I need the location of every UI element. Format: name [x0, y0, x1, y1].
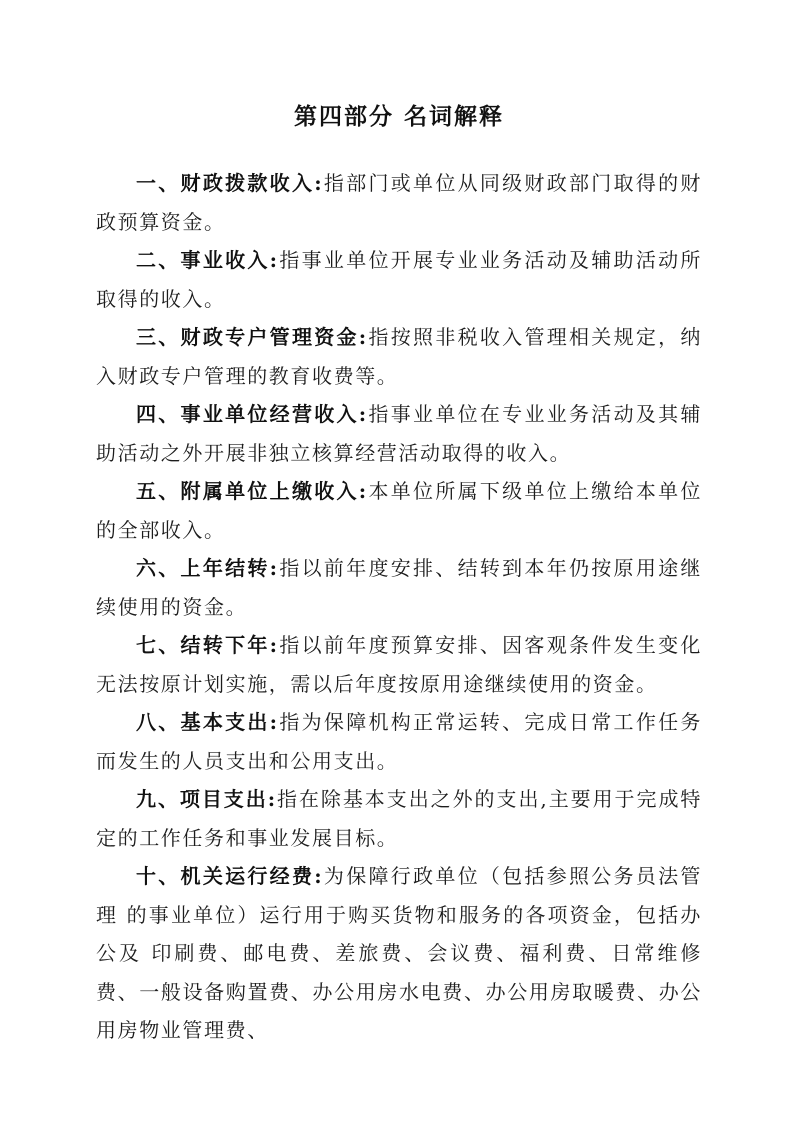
term-definition: 本单位所属下级单位上缴给本单位 的全部收入。 — [96, 479, 703, 542]
glossary-section — [96, 164, 702, 1050]
term-label: 六、上年结转: — [136, 556, 279, 580]
term-label: 一、财政拨款收入: — [136, 171, 324, 195]
definition-paragraph — [96, 318, 702, 395]
term-definition: 指部门或单位从同级财政部门取得的财 政预算资金。 — [96, 171, 702, 234]
term-definition: 指按照非税收入管理相关规定，纳 入财政专户管理的教育收费等。 — [96, 325, 703, 388]
definition-paragraph — [96, 549, 702, 626]
term-label: 七、结转下年: — [136, 633, 279, 657]
term-definition: 指为保障机构正常运转、完成日常工作任务 而发生的人员支出和公用支出。 — [96, 710, 702, 773]
term-definition: 指事业单位开展专业业务活动及辅助活动所 取得的收入。 — [96, 248, 702, 311]
term-label: 八、基本支出: — [136, 710, 279, 734]
term-label: 五、附属单位上缴收入: — [136, 479, 368, 503]
term-definition: 指以前年度安排、结转到本年仍按原用途继 续使用的资金。 — [96, 556, 702, 619]
term-label: 三、财政专户管理资金: — [136, 325, 368, 349]
term-definition: 指在除基本支出之外的支出,主要用于完成特定的工作任务和事业发展目标。 — [96, 787, 702, 850]
definition-paragraph — [96, 164, 702, 241]
definition-paragraph — [96, 241, 702, 318]
page-title: 第四部分 名词解释 — [293, 103, 504, 130]
term-label: 十、机关运行经费: — [136, 864, 324, 888]
term-label: 九、项目支出: — [136, 787, 277, 811]
definition-paragraph — [96, 626, 702, 703]
document-content — [96, 100, 702, 1050]
definition-paragraph — [96, 703, 702, 780]
term-label: 二、事业收入: — [136, 248, 279, 272]
term-label: 四、事业单位经营收入: — [136, 402, 368, 426]
definition-paragraph — [96, 780, 702, 857]
term-definition: 为保障行政单位（包括参照公务员法管理 的事业单位）运行用于购买货物和服务的各项资金，包括办公及 印刷费、邮电费、差旅费、会议费、福利费、日常维修费、一般设备购置费、办公用房水电费、办公用房取暖费、办公用房物业管理费、 — [96, 864, 702, 1042]
term-definition: 指事业单位在专业业务活动及其辅 助活动之外开展非独立核算经营活动取得的收入。 — [96, 402, 703, 465]
definition-paragraph — [96, 857, 702, 1050]
term-definition: 指以前年度预算安排、因客观条件发生变化 无法按原计划实施，需以后年度按原用途继续使用的资金。 — [96, 633, 702, 696]
definition-paragraph — [96, 472, 702, 549]
definition-paragraph — [96, 395, 702, 472]
